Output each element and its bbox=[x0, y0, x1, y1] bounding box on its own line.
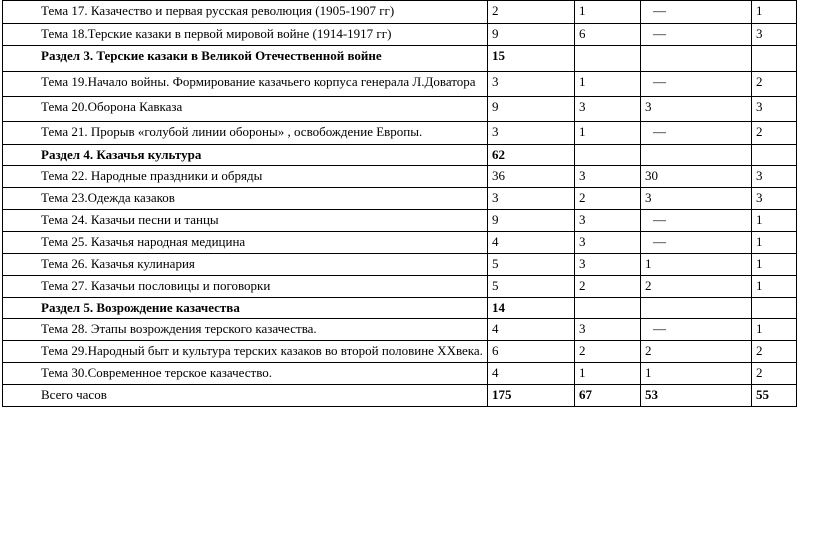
topic-cell: Всего часов bbox=[3, 385, 488, 407]
topic-cell: Раздел 3. Терские казаки в Великой Отечественной войне bbox=[3, 46, 488, 72]
topic-cell: Тема 23.Одежда казаков bbox=[3, 188, 488, 210]
theory-hours-cell: 3 bbox=[574, 319, 640, 341]
theory-hours-cell: 3 bbox=[574, 254, 640, 276]
theory-hours-cell: 1 bbox=[574, 1, 640, 24]
curriculum-table-body bbox=[3, 1, 797, 407]
topic-cell: Тема 26. Казачья кулинария bbox=[3, 254, 488, 276]
practice-hours-cell: — bbox=[640, 232, 751, 254]
theory-hours-cell: 3 bbox=[574, 97, 640, 122]
practice-hours-cell bbox=[640, 145, 751, 166]
topic-cell: Тема 27. Казачьи пословицы и поговорки bbox=[3, 276, 488, 298]
theory-hours-cell: 3 bbox=[574, 232, 640, 254]
control-hours-cell: 3 bbox=[751, 97, 796, 122]
topic-row bbox=[3, 319, 797, 341]
section-row bbox=[3, 298, 797, 319]
theory-hours-cell bbox=[574, 298, 640, 319]
practice-hours-cell bbox=[640, 46, 751, 72]
control-hours-cell: 1 bbox=[751, 319, 796, 341]
control-hours-cell bbox=[751, 46, 796, 72]
topic-cell: Раздел 4. Казачья культура bbox=[3, 145, 488, 166]
topic-row bbox=[3, 122, 797, 145]
hours-total-cell: 36 bbox=[487, 166, 574, 188]
hours-total-cell: 9 bbox=[487, 97, 574, 122]
practice-hours-cell: 2 bbox=[640, 276, 751, 298]
control-hours-cell: 3 bbox=[751, 166, 796, 188]
section-row bbox=[3, 46, 797, 72]
control-hours-cell: 1 bbox=[751, 210, 796, 232]
practice-hours-cell: 30 bbox=[640, 166, 751, 188]
topic-row bbox=[3, 72, 797, 97]
practice-hours-cell: 2 bbox=[640, 341, 751, 363]
control-hours-cell bbox=[751, 298, 796, 319]
topic-row bbox=[3, 1, 797, 24]
topic-row bbox=[3, 341, 797, 363]
theory-hours-cell bbox=[574, 145, 640, 166]
practice-hours-cell bbox=[640, 298, 751, 319]
practice-hours-cell: — bbox=[640, 72, 751, 97]
theory-hours-cell: 3 bbox=[574, 210, 640, 232]
control-hours-cell: 1 bbox=[751, 1, 796, 24]
control-hours-cell: 2 bbox=[751, 341, 796, 363]
theory-hours-cell: 1 bbox=[574, 122, 640, 145]
control-hours-cell bbox=[751, 145, 796, 166]
practice-hours-cell: — bbox=[640, 1, 751, 24]
hours-total-cell: 3 bbox=[487, 122, 574, 145]
hours-total-cell: 2 bbox=[487, 1, 574, 24]
topic-row bbox=[3, 254, 797, 276]
hours-total-cell: 9 bbox=[487, 24, 574, 46]
topic-row bbox=[3, 363, 797, 385]
hours-total-cell: 5 bbox=[487, 254, 574, 276]
theory-hours-cell: 3 bbox=[574, 166, 640, 188]
hours-total-cell: 15 bbox=[487, 46, 574, 72]
control-hours-cell: 3 bbox=[751, 188, 796, 210]
theory-hours-cell bbox=[574, 46, 640, 72]
hours-total-cell: 5 bbox=[487, 276, 574, 298]
hours-total-cell: 6 bbox=[487, 341, 574, 363]
hours-total-cell: 3 bbox=[487, 188, 574, 210]
topic-cell: Тема 17. Казачество и первая русская революция (1905-1907 гг) bbox=[3, 1, 488, 24]
topic-row bbox=[3, 166, 797, 188]
hours-total-cell: 175 bbox=[487, 385, 574, 407]
theory-hours-cell: 1 bbox=[574, 363, 640, 385]
theory-hours-cell: 6 bbox=[574, 24, 640, 46]
topic-row bbox=[3, 97, 797, 122]
topic-row bbox=[3, 210, 797, 232]
topic-cell: Тема 18.Терские казаки в первой мировой войне (1914-1917 гг) bbox=[3, 24, 488, 46]
curriculum-table bbox=[2, 0, 797, 407]
topic-row bbox=[3, 24, 797, 46]
topic-cell: Тема 19.Начало войны. Формирование казачьего корпуса генерала Л.Доватора bbox=[3, 72, 488, 97]
practice-hours-cell: — bbox=[640, 210, 751, 232]
topic-cell: Тема 22. Народные праздники и обряды bbox=[3, 166, 488, 188]
topic-cell: Тема 29.Народный быт и культура терских казаков во второй половине ХХвека. bbox=[3, 341, 488, 363]
control-hours-cell: 2 bbox=[751, 363, 796, 385]
control-hours-cell: 1 bbox=[751, 276, 796, 298]
practice-hours-cell: — bbox=[640, 122, 751, 145]
topic-cell: Тема 21. Прорыв «голубой линии обороны» , освобождение Европы. bbox=[3, 122, 488, 145]
practice-hours-cell: 3 bbox=[640, 97, 751, 122]
hours-total-cell: 62 bbox=[487, 145, 574, 166]
theory-hours-cell: 67 bbox=[574, 385, 640, 407]
hours-total-cell: 3 bbox=[487, 72, 574, 97]
hours-total-cell: 4 bbox=[487, 232, 574, 254]
theory-hours-cell: 2 bbox=[574, 188, 640, 210]
practice-hours-cell: — bbox=[640, 24, 751, 46]
control-hours-cell: 1 bbox=[751, 254, 796, 276]
topic-cell: Тема 28. Этапы возрождения терского казачества. bbox=[3, 319, 488, 341]
control-hours-cell: 2 bbox=[751, 122, 796, 145]
theory-hours-cell: 2 bbox=[574, 341, 640, 363]
practice-hours-cell: 3 bbox=[640, 188, 751, 210]
control-hours-cell: 3 bbox=[751, 24, 796, 46]
control-hours-cell: 1 bbox=[751, 232, 796, 254]
practice-hours-cell: 1 bbox=[640, 254, 751, 276]
topic-cell: Тема 24. Казачьи песни и танцы bbox=[3, 210, 488, 232]
hours-total-cell: 14 bbox=[487, 298, 574, 319]
practice-hours-cell: 1 bbox=[640, 363, 751, 385]
topic-cell: Раздел 5. Возрождение казачества bbox=[3, 298, 488, 319]
theory-hours-cell: 1 bbox=[574, 72, 640, 97]
hours-total-cell: 4 bbox=[487, 363, 574, 385]
topic-cell: Тема 30.Современное терское казачество. bbox=[3, 363, 488, 385]
practice-hours-cell: 53 bbox=[640, 385, 751, 407]
topic-row bbox=[3, 188, 797, 210]
topic-row bbox=[3, 276, 797, 298]
theory-hours-cell: 2 bbox=[574, 276, 640, 298]
topic-cell: Тема 25. Казачья народная медицина bbox=[3, 232, 488, 254]
hours-total-cell: 4 bbox=[487, 319, 574, 341]
control-hours-cell: 55 bbox=[751, 385, 796, 407]
topic-row bbox=[3, 232, 797, 254]
topic-cell: Тема 20.Оборона Кавказа bbox=[3, 97, 488, 122]
hours-total-cell: 9 bbox=[487, 210, 574, 232]
practice-hours-cell: — bbox=[640, 319, 751, 341]
control-hours-cell: 2 bbox=[751, 72, 796, 97]
section-row bbox=[3, 145, 797, 166]
total-row bbox=[3, 385, 797, 407]
